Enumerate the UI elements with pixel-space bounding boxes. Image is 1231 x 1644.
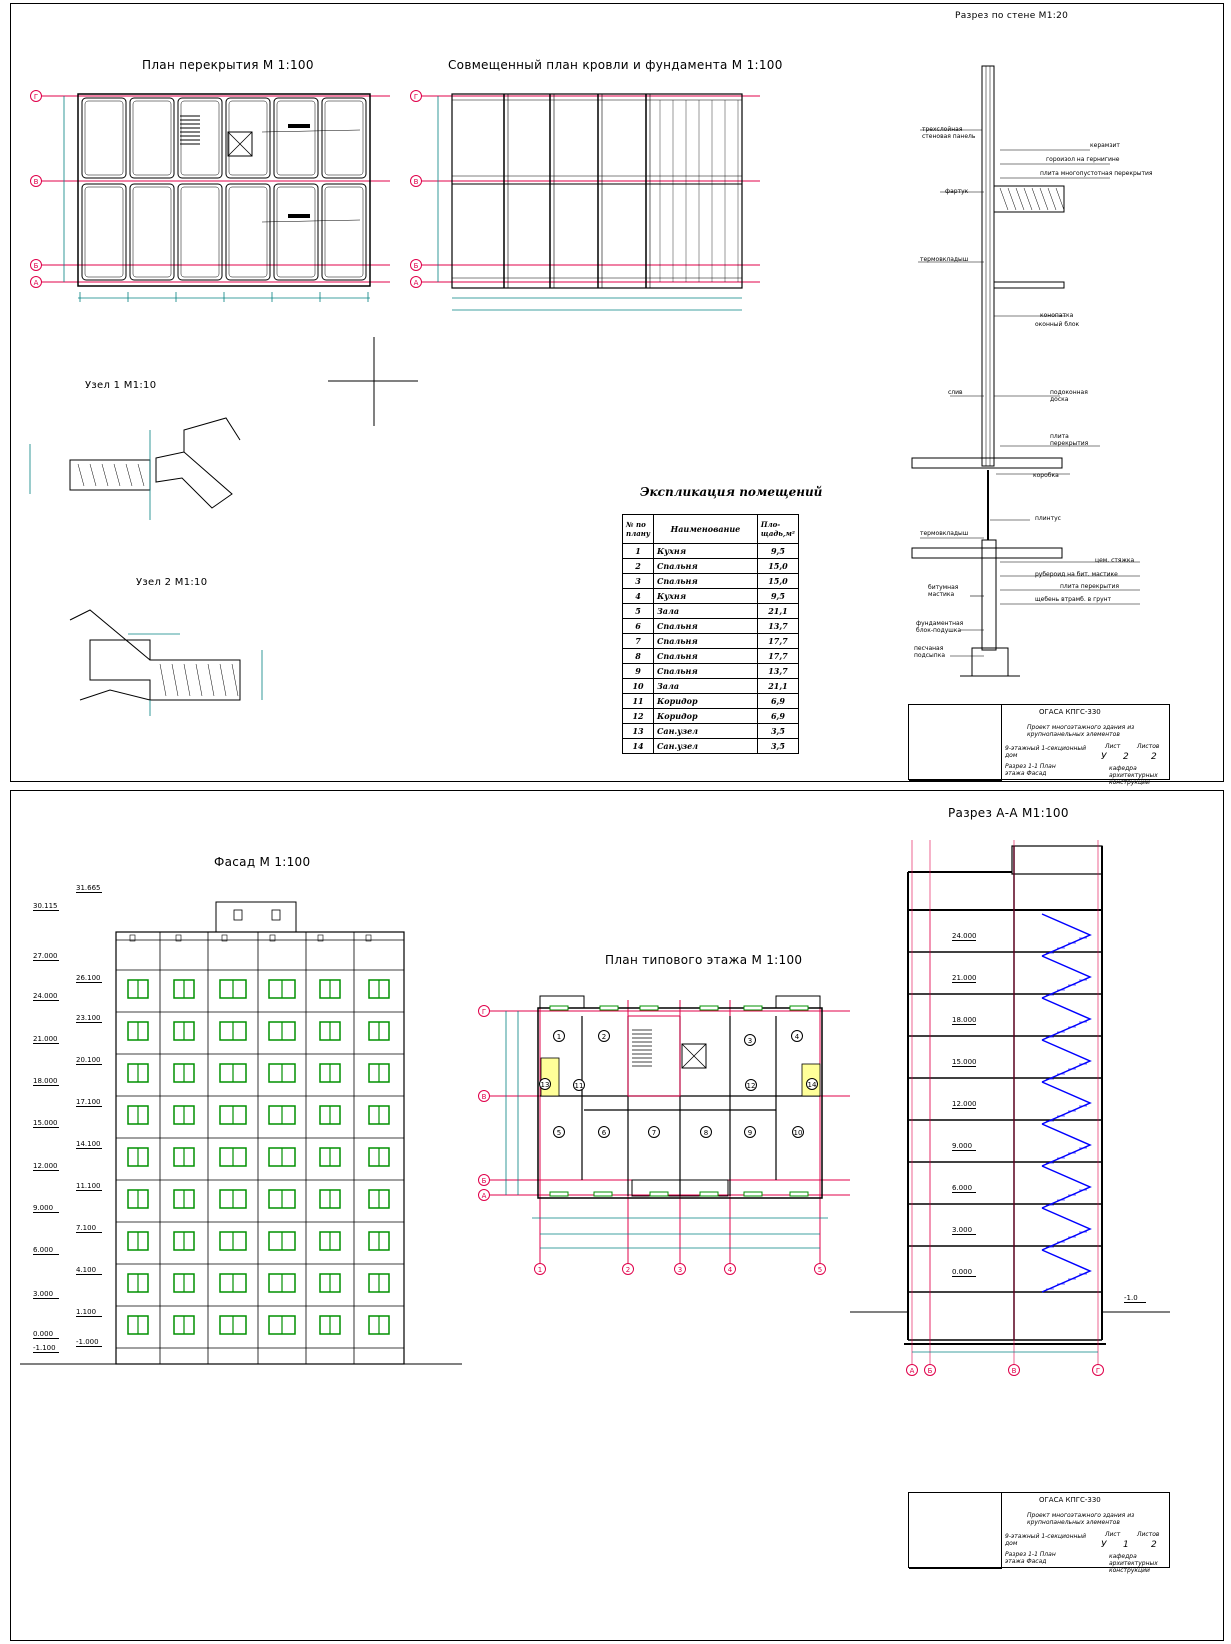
room-name: Спальня — [654, 559, 758, 574]
facade-level-right: 1.100 — [76, 1308, 102, 1317]
wall-label: термовкладыш — [920, 530, 969, 537]
room-number-marker: 2 — [598, 1030, 610, 1042]
stair-flight — [1042, 914, 1090, 956]
plan-window — [640, 1006, 658, 1010]
stamp-sheets-total: 2 — [1151, 752, 1157, 762]
stamp-sheet-label: Лист — [1105, 743, 1121, 750]
wall-label: керамзит — [1090, 142, 1120, 149]
room-name: Спальня — [654, 649, 758, 664]
room-name: Спальня — [654, 634, 758, 649]
facade-level-right: 14.100 — [76, 1140, 101, 1148]
wall-label: слив — [948, 389, 963, 396]
plan-axis-bubble-row: Б — [478, 1174, 490, 1186]
stair-flight — [1042, 1040, 1090, 1082]
plan-axis-bubble-row: В — [478, 1090, 490, 1102]
facade-level-left: 27.000 — [33, 952, 58, 960]
facade-level-right: 26.100 — [76, 974, 101, 982]
section-axis-bubble: Г — [1092, 1364, 1104, 1376]
room-name: Коридор — [654, 694, 758, 709]
room-number: 7 — [623, 634, 654, 649]
explication-title: Экспликация помещений — [640, 485, 823, 499]
room-number: 10 — [623, 679, 654, 694]
section-axis-bubble: В — [1008, 1364, 1020, 1376]
stamp-dept: кафедра архитектурных конструкций — [1109, 765, 1158, 786]
plan-window — [790, 1192, 808, 1196]
room-name: Кухня — [654, 544, 758, 559]
machine-room — [1012, 846, 1102, 874]
plan-axis-bubble-3: 3 — [674, 1263, 686, 1275]
room-number-marker: 11 — [573, 1079, 585, 1091]
section-level: 9.000 — [952, 1142, 976, 1151]
room-area: 13,7 — [757, 664, 798, 679]
stamp-project: Проект многоэтажного здания из крупнопанельных элементов — [1027, 1512, 1135, 1526]
facade-level-right: -1.000 — [76, 1338, 102, 1347]
node-2-title: Узел 2 М1:10 — [136, 577, 208, 588]
wall-label: оконный блок — [1035, 321, 1080, 328]
wall-label: плита многопустотная перекрытия — [1040, 170, 1153, 177]
room-number: 14 — [623, 739, 654, 754]
section-level: 21.000 — [952, 974, 977, 982]
floor-plan-title: План типового этажа М 1:100 — [605, 953, 803, 967]
room-number-marker: 7 — [648, 1126, 660, 1138]
plan-window — [594, 1192, 612, 1196]
facade-level-left: 3.000 — [33, 1290, 59, 1299]
plan-window — [550, 1006, 568, 1010]
roof-window — [234, 910, 242, 920]
plan-window — [700, 1192, 718, 1196]
room-area: 3,5 — [757, 724, 798, 739]
facade-level-left: -1.100 — [33, 1344, 59, 1353]
facade-level-right: 4.100 — [76, 1266, 102, 1275]
stamp-sheets-label: Листов — [1137, 1531, 1160, 1538]
room-number-marker: 6 — [598, 1126, 610, 1138]
room-name: Зала — [654, 679, 758, 694]
stamp-stage: У — [1101, 752, 1107, 762]
wall-label: битумная мастика — [928, 584, 959, 598]
wall-section-title: Разрез по стене М1:20 — [955, 11, 1069, 21]
room-area: 15,0 — [757, 559, 798, 574]
section-level: 18.000 — [952, 1016, 977, 1024]
room-name: Спальня — [654, 664, 758, 679]
plan-window — [744, 1192, 762, 1196]
room-area: 3,5 — [757, 739, 798, 754]
section-axis-bubble: А — [906, 1364, 918, 1376]
facade-level-right: 11.100 — [76, 1182, 101, 1190]
room-number: 3 — [623, 574, 654, 589]
wall-label: щебень втрамб. в грунт — [1035, 596, 1112, 603]
facade-level-left: 0.000 — [33, 1330, 59, 1339]
stair-flight — [1042, 956, 1090, 998]
plan-axis-bubble-1: 1 — [534, 1263, 546, 1275]
room-area: 17,7 — [757, 649, 798, 664]
axis-b-bubble: Б — [30, 259, 42, 271]
stamp-sheets-label: Листов — [1137, 743, 1160, 750]
stamp-stage: У — [1101, 1540, 1107, 1550]
facade-outline — [116, 932, 404, 1364]
room-number-marker: 9 — [744, 1126, 756, 1138]
plan-axis-bubble-row: Г — [478, 1005, 490, 1017]
plan-window — [700, 1006, 718, 1010]
room-area: 17,7 — [757, 634, 798, 649]
axis-g-bubble-roof: Г — [410, 90, 422, 102]
axis-a-bubble: А — [30, 276, 42, 288]
stamp-building: 9-этажный 1-секционный дом — [1005, 745, 1087, 759]
facade-level-left: 21.000 — [33, 1035, 58, 1043]
stamp-dept: кафедра архитектурных конструкций — [1109, 1553, 1158, 1574]
room-number: 4 — [623, 589, 654, 604]
wall-label: гороизол на гернигине — [1046, 156, 1120, 163]
stamp-sheet-no: 1 — [1123, 1540, 1129, 1550]
stamp-building: 9-этажный 1-секционный дом — [1005, 1533, 1087, 1547]
roof-structure — [216, 902, 296, 932]
room-number: 6 — [623, 619, 654, 634]
facade-level-left: 18.000 — [33, 1077, 58, 1085]
facade-level-right: 7.100 — [76, 1224, 102, 1233]
room-number: 9 — [623, 664, 654, 679]
room-area: 9,5 — [757, 544, 798, 559]
room-area: 9,5 — [757, 589, 798, 604]
facade-level-right: 23.100 — [76, 1014, 101, 1022]
axis-b-bubble-roof: Б — [410, 259, 422, 271]
room-name: Зала — [654, 604, 758, 619]
plan-window — [550, 1192, 568, 1196]
room-number: 12 — [623, 709, 654, 724]
wall-label: плита перекрытия — [1060, 583, 1120, 590]
room-number-marker: 5 — [553, 1126, 565, 1138]
wall-label: термовкладыш — [920, 256, 969, 263]
axis-a-bubble-roof: А — [410, 276, 422, 288]
plan-axis-bubble-5: 5 — [814, 1263, 826, 1275]
room-number-marker: 10 — [792, 1126, 804, 1138]
stair-flight — [1042, 1082, 1090, 1124]
room-name: Кухня — [654, 589, 758, 604]
room-area: 6,9 — [757, 709, 798, 724]
title-block-sheet-2 — [908, 1492, 1170, 1574]
room-number-marker: 13 — [539, 1078, 551, 1090]
explication-header: Наименование — [654, 515, 758, 544]
room-number: 2 — [623, 559, 654, 574]
axis-g-bubble: Г — [30, 90, 42, 102]
room-number: 11 — [623, 694, 654, 709]
section-level: 12.000 — [952, 1100, 977, 1108]
plan-window — [790, 1006, 808, 1010]
plan-overlap-title: План перекрытия М 1:100 — [142, 58, 314, 72]
room-number: 1 — [623, 544, 654, 559]
wall-label: фундаментная блок-подушка — [916, 620, 964, 634]
room-name: Коридор — [654, 709, 758, 724]
facade-level-left: 12.000 — [33, 1162, 58, 1170]
stair-flight — [1042, 1250, 1090, 1292]
room-area: 15,0 — [757, 574, 798, 589]
facade-level-left: 24.000 — [33, 992, 58, 1000]
wall-label: песчаная подсыпка — [914, 645, 946, 659]
room-number-marker: 8 — [700, 1126, 712, 1138]
stamp-org: ОГАСА КПГС-330 — [1039, 708, 1101, 716]
stamp-sheet-label: Лист — [1105, 1531, 1121, 1538]
room-name: Спальня — [654, 574, 758, 589]
wall-label: рубероид на бит. мастике — [1035, 571, 1118, 578]
plan-axis-bubble-2: 2 — [622, 1263, 634, 1275]
room-number-marker: 14 — [806, 1078, 818, 1090]
section-level: 0.000 — [952, 1268, 976, 1277]
facade-level-left: 6.000 — [33, 1246, 59, 1255]
facade-level-right: 17.100 — [76, 1098, 101, 1106]
section-title: Разрез А-А М1:100 — [948, 806, 1069, 820]
room-area: 13,7 — [757, 619, 798, 634]
stamp-org: ОГАСА КПГС-330 — [1039, 1496, 1101, 1504]
room-number: 8 — [623, 649, 654, 664]
room-number-marker: 4 — [791, 1030, 803, 1042]
wall-label: цем. стяжка — [1095, 557, 1135, 564]
roof-window — [272, 910, 280, 920]
room-number: 13 — [623, 724, 654, 739]
stair-flight — [1042, 1124, 1090, 1166]
stamp-sheets-total: 2 — [1151, 1540, 1157, 1550]
wall-label: плинтус — [1035, 515, 1061, 522]
stair-flight — [1042, 1208, 1090, 1250]
section-level: 3.000 — [952, 1226, 976, 1235]
wall-label: коробка — [1033, 472, 1059, 479]
room-name: Спальня — [654, 619, 758, 634]
section-axis-bubble: Б — [924, 1364, 936, 1376]
wall-label: трехслойная стеновая панель — [922, 126, 976, 140]
stair-cell — [628, 1016, 680, 1096]
facade-title: Фасад М 1:100 — [214, 855, 311, 869]
explication-header: Пло-щадь,м² — [757, 515, 798, 544]
wall-label: фартук — [945, 188, 969, 195]
plan-window — [744, 1006, 762, 1010]
plan-window — [600, 1006, 618, 1010]
stamp-project: Проект многоэтажного здания из крупнопанельных элементов — [1027, 724, 1135, 738]
stamp-sheet-no: 2 — [1123, 752, 1129, 762]
stair-flight — [1042, 998, 1090, 1040]
room-number-marker: 1 — [553, 1030, 565, 1042]
section-level: 24.000 — [952, 932, 977, 940]
section-level: 6.000 — [952, 1184, 976, 1193]
room-area: 6,9 — [757, 694, 798, 709]
axis-v-bubble-roof: В — [410, 175, 422, 187]
plan-axis-bubble-4: 4 — [724, 1263, 736, 1275]
roof-plan-title: Совмещенный план кровли и фундамента М 1:100 — [448, 58, 783, 72]
stair-flight — [1042, 1166, 1090, 1208]
node-1-title: Узел 1 М1:10 — [85, 380, 157, 391]
room-area: 21,1 — [757, 604, 798, 619]
facade-level-right: 20.100 — [76, 1056, 101, 1064]
facade-level-left: 30.115 — [33, 902, 58, 910]
stamp-content: Разрез 1-1 План этажа Фасад — [1005, 1551, 1056, 1565]
plan-window — [650, 1192, 668, 1196]
axis-v-bubble: В — [30, 175, 42, 187]
room-number-marker: 12 — [745, 1079, 757, 1091]
room-name: Сан.узел — [654, 724, 758, 739]
explication-header: № по плану — [623, 515, 654, 544]
wall-label: конопатка — [1040, 312, 1074, 319]
wall-label: подоконная доска — [1050, 389, 1088, 403]
facade-level-left: 15.000 — [33, 1119, 58, 1127]
facade-level-left: 9.000 — [33, 1204, 59, 1213]
room-name: Сан.узел — [654, 739, 758, 754]
stamp-content: Разрез 1-1 План этажа Фасад — [1005, 763, 1056, 777]
facade-level-right: 31.665 — [76, 884, 101, 892]
room-area: 21,1 — [757, 679, 798, 694]
room-number-marker: 3 — [744, 1034, 756, 1046]
wall-label: плита перекрытия — [1050, 433, 1089, 447]
section-level: 15.000 — [952, 1058, 977, 1066]
plan-axis-bubble-row: А — [478, 1189, 490, 1201]
section-ground-level: -1.0 — [1124, 1294, 1146, 1303]
room-number: 5 — [623, 604, 654, 619]
